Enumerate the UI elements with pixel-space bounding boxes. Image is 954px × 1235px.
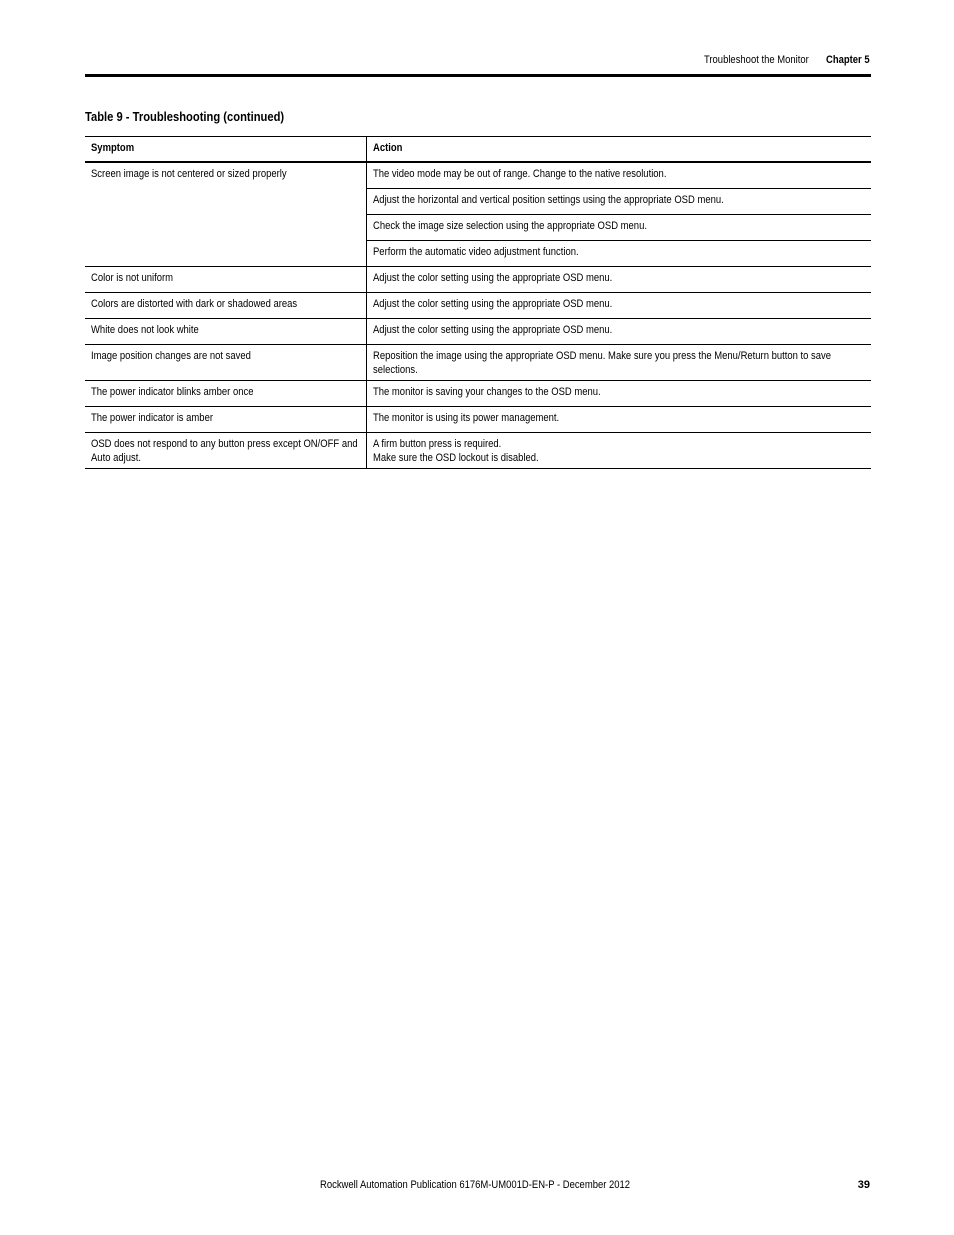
table-row xyxy=(85,433,871,469)
symptom-cell xyxy=(85,319,366,345)
symptom-cell xyxy=(85,267,366,293)
action-cell xyxy=(366,319,871,345)
table-body xyxy=(85,162,871,469)
table-row xyxy=(85,162,871,189)
table-row xyxy=(85,293,871,319)
table-row xyxy=(85,381,871,407)
symptom-cell xyxy=(85,293,366,319)
page-number: 39 xyxy=(857,1179,870,1191)
symptom-cell xyxy=(85,433,366,469)
action-cell xyxy=(366,215,871,241)
table-row xyxy=(85,407,871,433)
table-caption: Table 9 - Troubleshooting (continued) xyxy=(85,109,285,124)
symptom-text: Image position changes are not saved xyxy=(91,350,251,362)
symptom-text: OSD does not respond to any button press except ON/OFF and Auto adjust. xyxy=(91,438,358,464)
action-text: Reposition the image using the appropriate OSD menu. Make sure you press the Menu/Return button to save selections. xyxy=(372,350,831,376)
action-cell xyxy=(366,162,871,189)
symptom-text: The power indicator is amber xyxy=(91,412,213,424)
action-text: Adjust the horizontal and vertical position settings using the appropriate OSD menu. xyxy=(372,194,724,206)
action-text: Adjust the color setting using the appropriate OSD menu. xyxy=(372,324,612,336)
troubleshooting-table xyxy=(85,136,871,469)
action-text: Perform the automatic video adjustment function. xyxy=(372,246,579,258)
table-row xyxy=(85,319,871,345)
action-text: A firm button press is required. Make sure the OSD lockout is disabled. xyxy=(372,438,539,464)
action-cell xyxy=(366,345,871,381)
symptom-text: White does not look white xyxy=(91,324,199,336)
column-header-symptom xyxy=(85,137,366,163)
table-header-row xyxy=(85,137,871,163)
symptom-cell xyxy=(85,381,366,407)
action-text: The monitor is using its power management. xyxy=(372,412,559,424)
symptom-cell xyxy=(85,345,366,381)
chapter-label: Chapter 5 xyxy=(826,54,870,66)
action-cell xyxy=(366,381,871,407)
column-header-action xyxy=(366,137,871,163)
action-cell xyxy=(366,293,871,319)
action-text: Check the image size selection using the appropriate OSD menu. xyxy=(372,220,647,232)
symptom-cell xyxy=(85,162,366,267)
section-title: Troubleshoot the Monitor xyxy=(704,54,810,66)
symptom-text: Color is not uniform xyxy=(91,272,174,284)
table-row xyxy=(85,345,871,381)
action-text: Adjust the color setting using the appropriate OSD menu. xyxy=(372,272,612,284)
header-rule xyxy=(85,74,871,77)
column-header-action-label: Action xyxy=(372,142,402,154)
action-text: The monitor is saving your changes to the OSD menu. xyxy=(372,386,601,398)
action-cell xyxy=(366,267,871,293)
symptom-text: The power indicator blinks amber once xyxy=(91,386,254,398)
action-text: Adjust the color setting using the appropriate OSD menu. xyxy=(372,298,612,310)
action-text: The video mode may be out of range. Change to the native resolution. xyxy=(372,168,666,180)
table-row xyxy=(85,267,871,293)
column-header-symptom-label: Symptom xyxy=(91,142,135,154)
action-cell xyxy=(366,407,871,433)
action-cell xyxy=(366,189,871,215)
action-cell xyxy=(366,433,871,469)
symptom-text: Screen image is not centered or sized properly xyxy=(91,168,287,180)
publication-footer: Rockwell Automation Publication 6176M-UM001D-EN-P - December 2012 xyxy=(320,1179,631,1191)
symptom-text: Colors are distorted with dark or shadowed areas xyxy=(91,298,298,310)
action-cell xyxy=(366,241,871,267)
running-header xyxy=(704,53,870,67)
symptom-cell xyxy=(85,407,366,433)
